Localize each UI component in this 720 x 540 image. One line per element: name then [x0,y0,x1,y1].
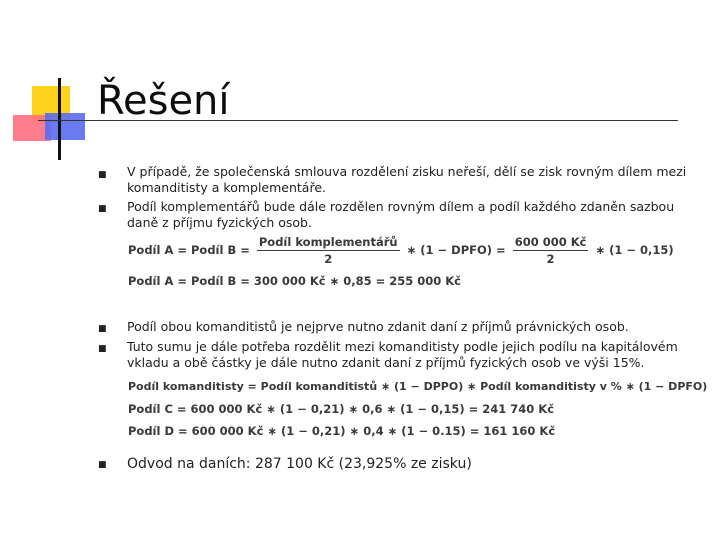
formula-4: Podíl C = 600 000 Kč ∗ (1 − 0,21) ∗ 0,6 ∗ (1 − 0,15) = 241 740 Kč [128,402,555,416]
formula-5: Podíl D = 600 000 Kč ∗ (1 − 0,21) ∗ 0,4 ∗ (1 − 0.15) = 161 160 Kč [128,424,556,438]
formula-1-fraction-1 [257,235,400,266]
slide-title: Řešení [97,78,230,124]
formula-2: Podíl A = Podíl B = 300 000 Kč ∗ 0,85 = 255 000 Kč [128,274,462,288]
bullet-text-1: V případě, že společenská smlouva rozdělení zisku neřeší, dělí se zisk rovným dílem mezi komanditisty a komplementáře. [127,164,687,195]
formula-1-lhs: Podíl A = Podíl B = [128,243,250,257]
formula-1-mid: ∗ (1 − DPFO) = [406,243,506,257]
bullet-marker: ■ [98,170,107,180]
decor-vertical-line [58,78,61,160]
formula-1-denominator-1: 2 [324,252,333,266]
bullet-text-3: Podíl obou komanditistů je nejprve nutno zdanit daní z příjmů právnických osob. [127,319,629,334]
bullet-marker: ■ [98,344,107,354]
formula-1-fraction-2 [513,235,589,266]
formula-1-denominator-2: 2 [546,252,555,266]
bullet-text-4: Tuto sumu je dále potřeba rozdělit mezi komanditisty podle jejich podílu na kapitálovém vkladu a obě částky je dále nutno zdanit daní z příjmů fyzických osob ve výši 15%. [127,339,678,370]
bullet-marker: ■ [98,460,107,470]
formula-1-tail: ∗ (1 − 0,15) [595,243,674,257]
formula-1-numerator-2: 600 000 Kč [514,235,587,249]
bullet-marker: ■ [98,324,107,334]
bullet-text-2: Podíl komplementářů bude dále rozdělen rovným dílem a podíl každého zdaněn sazbou daně z příjmu fyzických osob. [127,199,675,230]
decor-blue-square [45,113,85,140]
bullet-text-5: Odvod na daních: 287 100 Kč (23,925% ze zisku) [127,456,472,472]
formula-3: Podíl komanditisty = Podíl komanditistů ∗ (1 − DPPO) ∗ Podíl komanditisty v % ∗ (1 − DPFO) [128,380,708,393]
formula-1 [128,235,674,266]
bullet-marker: ■ [98,204,107,214]
formula-1-numerator-1: Podíl komplementářů [258,235,398,249]
